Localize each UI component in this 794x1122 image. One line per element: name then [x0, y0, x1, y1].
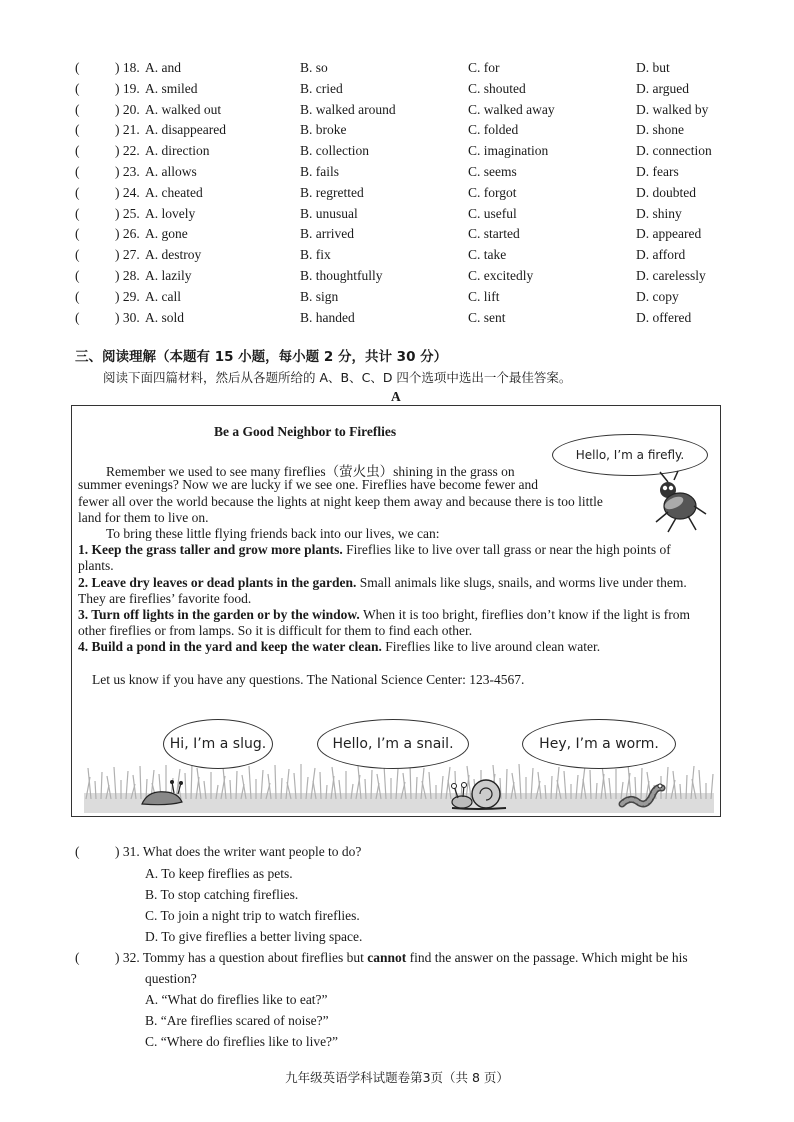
cloze-row	[0, 289, 794, 310]
tip-heading: 2. Leave dry leaves or dead plants in the garden.	[78, 575, 357, 590]
option-c[interactable]: C. for	[468, 60, 500, 75]
tip-text: Fireflies like to live over tall grass or near the high points of	[342, 542, 671, 557]
option-d[interactable]: D. walked by	[636, 101, 709, 117]
cloze-row	[0, 185, 794, 206]
section-title: 三、阅读理解（本题有 15 小题，每小题 2 分，共计 30 分）	[75, 349, 448, 365]
paren-open: (	[75, 950, 80, 965]
question-number: ) 20.	[115, 101, 140, 117]
passage-intro-line: land for them to live on.	[78, 510, 209, 525]
stem-part: find the answer on the passage. Which might be his	[406, 950, 688, 965]
option-c[interactable]: C. useful	[468, 205, 517, 221]
option-d[interactable]: D. carelessly	[636, 268, 706, 283]
option-a[interactable]: A. cheated	[145, 184, 203, 200]
passage-intro-line: summer evenings? Now we are lucky if we see one. Fireflies have become fewer and	[78, 477, 538, 492]
option-b[interactable]: B. so	[300, 60, 328, 75]
tip-4	[78, 639, 600, 655]
question-number: ) 27.	[115, 247, 140, 263]
option-c[interactable]: C. excitedly	[468, 268, 534, 283]
passage-intro-line: To bring these little flying friends back into our lives, we can:	[106, 526, 440, 541]
option-b[interactable]: B. thoughtfully	[300, 268, 383, 283]
option-b[interactable]: B. arrived	[300, 226, 354, 242]
option-a[interactable]: A. allows	[145, 164, 197, 179]
option-d[interactable]: D. connection	[636, 143, 712, 159]
question-31-option[interactable]: D. To give fireflies a better living space.	[145, 929, 363, 944]
tip-text: When it is too bright, fireflies don’t know if the light is from	[359, 607, 691, 622]
option-a[interactable]: A. direction	[145, 143, 210, 159]
paren-open: (	[75, 80, 80, 96]
slug-speech-bubble	[163, 719, 273, 769]
paren-open: (	[75, 205, 80, 221]
tip-2-cont: They are fireflies’ favorite food.	[78, 591, 252, 606]
question-number: ) 29.	[115, 288, 140, 304]
option-d[interactable]: D. appeared	[636, 226, 702, 242]
passage-intro-line: fewer all over the world because the lights at night keep them away and because there is too little	[78, 494, 603, 509]
slug-speech-text: Hi, I’m a slug.	[169, 736, 267, 752]
question-32-option[interactable]: A. “What do fireflies like to eat?”	[145, 992, 328, 1007]
firefly-speech-text: Hello, I’m a firefly.	[575, 448, 685, 462]
option-b[interactable]: B. walked around	[300, 101, 396, 117]
cloze-row	[0, 60, 794, 81]
option-a[interactable]: A. sold	[145, 309, 185, 325]
option-a[interactable]: A. walked out	[145, 101, 222, 117]
passage-letter: A	[391, 389, 401, 404]
option-a[interactable]: A. gone	[145, 226, 188, 242]
tip-text: Small animals like slugs, snails, and worms live under them.	[356, 575, 687, 590]
option-b[interactable]: B. handed	[300, 309, 355, 325]
paren-open: (	[75, 101, 80, 117]
paren-open: (	[75, 143, 80, 159]
question-31-option[interactable]: B. To stop catching fireflies.	[145, 887, 299, 902]
option-c[interactable]: C. walked away	[468, 101, 555, 117]
option-b[interactable]: B. sign	[300, 288, 339, 304]
question-31-option[interactable]: C. To join a night trip to watch fireflies.	[145, 908, 360, 923]
paren-open: (	[75, 288, 80, 304]
cloze-row	[0, 206, 794, 227]
question-number: ) 30.	[115, 309, 140, 325]
option-c[interactable]: C. imagination	[468, 143, 549, 159]
question-number: ) 21.	[115, 122, 140, 138]
option-d[interactable]: D. fears	[636, 164, 679, 179]
option-a[interactable]: A. disappeared	[145, 122, 226, 138]
option-d[interactable]: D. offered	[636, 309, 692, 325]
option-a[interactable]: A. lazily	[145, 268, 192, 283]
option-d[interactable]: D. shiny	[636, 205, 682, 221]
question-32-stem	[115, 950, 688, 966]
option-c[interactable]: C. folded	[468, 122, 519, 138]
option-b[interactable]: B. cried	[300, 80, 343, 96]
snail-speech-bubble	[317, 719, 469, 769]
option-d[interactable]: D. afford	[636, 247, 686, 263]
paren-open: (	[75, 844, 80, 859]
paren-open: (	[75, 226, 80, 242]
option-c[interactable]: C. lift	[468, 288, 500, 304]
option-b[interactable]: B. broke	[300, 122, 347, 138]
passage-title: Be a Good Neighbor to Fireflies	[214, 424, 397, 439]
option-b[interactable]: B. regretted	[300, 184, 364, 200]
question-number: ) 28.	[115, 268, 140, 283]
paren-open: (	[75, 184, 80, 200]
question-32-option[interactable]: C. “Where do fireflies like to live?”	[145, 1034, 339, 1049]
tip-2	[78, 575, 687, 591]
stem-part: ) 32. Tommy has a question about fireflies but	[115, 950, 368, 965]
question-31-stem: ) 31. What does the writer want people to do?	[115, 844, 362, 859]
cloze-row	[0, 102, 794, 123]
tip-3	[78, 607, 690, 623]
contact-line: Let us know if you have any questions. The National Science Center: 123-4567.	[92, 672, 525, 687]
slug-icon	[138, 778, 188, 808]
option-c[interactable]: C. take	[468, 247, 507, 263]
option-d[interactable]: D. doubted	[636, 184, 696, 200]
question-number: ) 18.	[115, 60, 140, 75]
option-b[interactable]: B. fix	[300, 247, 331, 263]
option-b[interactable]: B. collection	[300, 143, 369, 159]
tip-1	[78, 542, 671, 558]
snail-speech-text: Hello, I’m a snail.	[332, 736, 454, 752]
tip-1-cont: plants.	[78, 558, 114, 573]
passage-intro-line: Remember we used to see many fireflies（萤火虫）shining in the grass on	[106, 464, 515, 479]
paren-open: (	[75, 268, 80, 283]
worm-speech-bubble	[522, 719, 676, 769]
paren-open: (	[75, 309, 80, 325]
page-footer: 九年级英语学科试题卷第3页（共 8 页）	[285, 1070, 509, 1085]
option-d[interactable]: D. argued	[636, 80, 689, 96]
cloze-row	[0, 122, 794, 143]
question-number: ) 26.	[115, 226, 140, 242]
option-c[interactable]: C. seems	[468, 164, 517, 179]
stem-emphasis: cannot	[367, 950, 407, 965]
cloze-row	[0, 226, 794, 247]
question-number: ) 25.	[115, 205, 140, 221]
option-a[interactable]: A. lovely	[145, 205, 196, 221]
option-d[interactable]: D. but	[636, 60, 670, 75]
paren-open: (	[75, 60, 80, 75]
cloze-row	[0, 310, 794, 331]
question-31-option[interactable]: A. To keep fireflies as pets.	[145, 866, 293, 881]
cloze-row	[0, 81, 794, 102]
paren-open: (	[75, 247, 80, 263]
option-a[interactable]: A. destroy	[145, 247, 202, 263]
question-32-option[interactable]: B. “Are fireflies scared of noise?”	[145, 1013, 329, 1028]
option-d[interactable]: D. shone	[636, 122, 684, 138]
tip-3-cont: other fireflies or from lamps. So it is difficult for them to find each other.	[78, 623, 473, 638]
option-a[interactable]: A. and	[145, 60, 181, 75]
snail-icon	[448, 772, 510, 812]
question-number: ) 23.	[115, 164, 140, 179]
option-c[interactable]: C. forgot	[468, 184, 517, 200]
option-b[interactable]: B. fails	[300, 164, 339, 179]
tip-text: Fireflies like to live around clean water.	[381, 639, 601, 654]
question-32-stem-cont: question?	[145, 971, 197, 986]
section-instruction: 阅读下面四篇材料，然后从各题所给的 A、B、C、D 四个选项中选出一个最佳答案。	[103, 370, 572, 385]
cloze-row	[0, 247, 794, 268]
question-number: ) 22.	[115, 143, 140, 159]
option-d[interactable]: D. copy	[636, 288, 679, 304]
paren-open: (	[75, 164, 80, 179]
worm-icon	[618, 776, 666, 810]
firefly-icon	[638, 470, 718, 540]
option-b[interactable]: B. unusual	[300, 205, 358, 221]
tip-heading: 3. Turn off lights in the garden or by the window.	[78, 607, 360, 622]
question-number: ) 24.	[115, 184, 140, 200]
tip-heading: 4. Build a pond in the yard and keep the water clean.	[78, 639, 382, 654]
cloze-row	[0, 164, 794, 185]
option-a[interactable]: A. call	[145, 288, 181, 304]
option-c[interactable]: C. sent	[468, 309, 506, 325]
paren-open: (	[75, 122, 80, 138]
question-number: ) 19.	[115, 80, 140, 96]
worm-speech-text: Hey, I’m a worm.	[539, 736, 659, 752]
option-c[interactable]: C. shouted	[468, 80, 526, 96]
option-a[interactable]: A. smiled	[145, 80, 198, 96]
tip-heading: 1. Keep the grass taller and grow more plants.	[78, 542, 343, 557]
cloze-row	[0, 143, 794, 164]
option-c[interactable]: C. started	[468, 226, 520, 242]
cloze-row	[0, 268, 794, 289]
